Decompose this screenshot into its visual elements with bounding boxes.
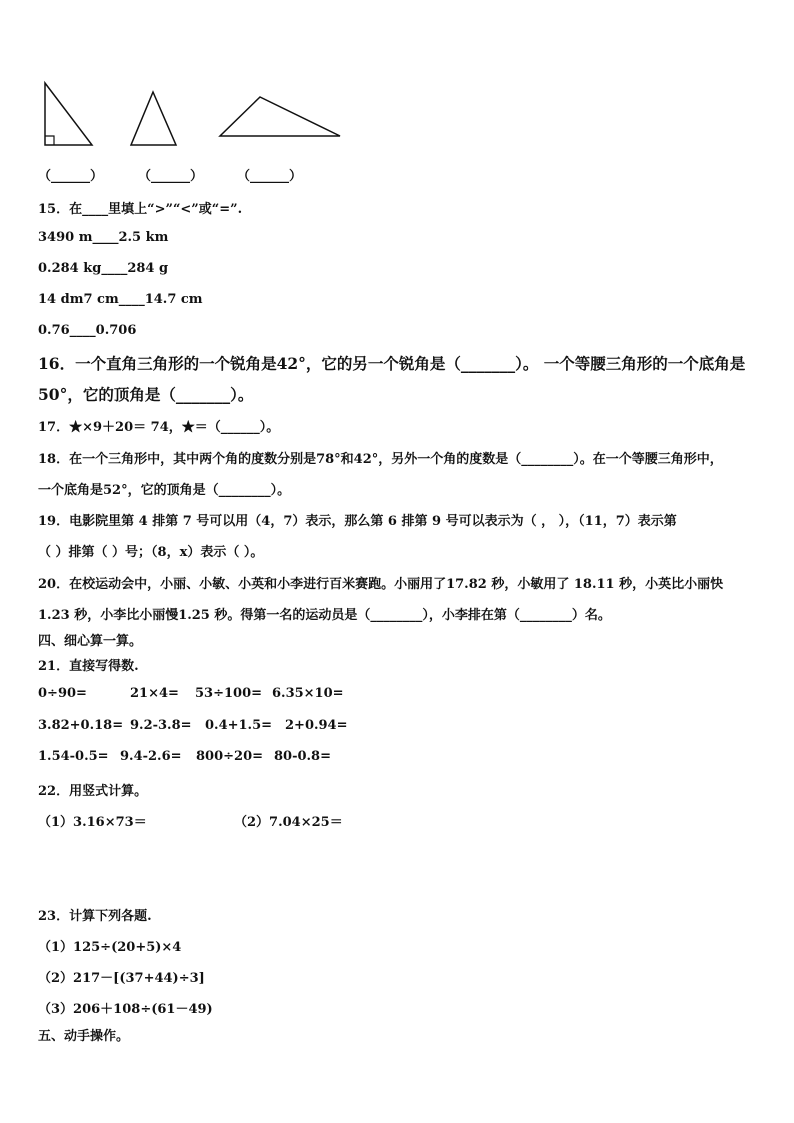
q15-item-3: 14 dm7 cm____14.7 cm xyxy=(38,292,203,307)
q20-line-1: 20．在校运动会中，小丽、小敏、小英和小李进行百米赛跑。小丽用了17.82 秒，小敏用了 18.11 秒，小英比小丽快 xyxy=(38,577,724,592)
q21-r2-c3: 0.4+1.5= xyxy=(205,718,273,733)
q21-r3-c1: 1.54-0.5= xyxy=(38,749,109,764)
q21-r3-c4: 80-0.8= xyxy=(274,749,331,764)
q15-item-2: 0.284 kg____284 g xyxy=(38,261,169,276)
blank-acute-triangle: （______） xyxy=(138,169,204,184)
q21-r1-c1: 0÷90= xyxy=(38,686,87,701)
q23-item-3: （3）206＋108÷(61－49) xyxy=(38,1002,213,1017)
acute-triangle xyxy=(131,92,176,145)
q22-item-1: （1）3.16×73＝ xyxy=(38,815,147,830)
q15-item-4: 0.76____0.706 xyxy=(38,323,137,338)
q22-title: 22．用竖式计算。 xyxy=(38,784,148,799)
blank-obtuse-triangle: （______） xyxy=(237,169,303,184)
q18-line-1: 18．在一个三角形中，其中两个角的度数分别是78°和42°，另外一个角的度数是（________）。在一个等腰三角形中， xyxy=(38,452,723,467)
q21-r2-c4: 2+0.94= xyxy=(285,718,348,733)
q22-item-2: （2）7.04×25＝ xyxy=(234,815,343,830)
right-triangle xyxy=(45,83,92,145)
q21-r1-c3: 53÷100= xyxy=(195,686,263,701)
blank-right-triangle: （______） xyxy=(38,169,104,184)
section-4-title: 四、细心算一算。 xyxy=(38,634,143,649)
section-5-title: 五、动手操作。 xyxy=(38,1029,130,1044)
q20-line-2: 1.23 秒，小李比小丽慢1.25 秒。得第一名的运动员是（________），小李排在第（________）名。 xyxy=(38,608,611,623)
q23-title: 23．计算下列各题. xyxy=(38,909,152,924)
q21-r2-c2: 9.2-3.8= xyxy=(130,718,192,733)
triangle-figures xyxy=(0,0,794,190)
q19-line-1: 19．电影院里第 4 排第 7 号可以用（4，7）表示，那么第 6 排第 9 号可以表示为（ ， ），（11，7）表示第 xyxy=(38,514,677,529)
q23-item-2: （2）217－[(37+44)÷3] xyxy=(38,971,205,986)
q21-title: 21．直接写得数. xyxy=(38,659,139,674)
q21-r1-c4: 6.35×10= xyxy=(272,686,344,701)
q21-r3-c3: 800÷20= xyxy=(196,749,264,764)
q18-line-2: 一个底角是52°，它的顶角是（________）。 xyxy=(38,483,291,498)
q15-item-1: 3490 m____2.5 km xyxy=(38,230,169,245)
q23-item-1: （1）125÷(20+5)×4 xyxy=(38,940,182,955)
obtuse-triangle xyxy=(220,97,340,136)
q21-r1-c2: 21×4= xyxy=(130,686,179,701)
q17-text: 17．★×9＋20＝ 74，★＝（______）。 xyxy=(38,420,280,435)
q21-r3-c2: 9.4-2.6= xyxy=(120,749,182,764)
q16-line-2: 50°，它的顶角是（_______）。 xyxy=(38,385,254,404)
q16-line-1: 16．一个直角三角形的一个锐角是42°，它的另一个锐角是（_______）。 一个等腰三角形的一个底角是 xyxy=(38,354,746,373)
q15-title: 15．在____里填上“>”“<”或“=”. xyxy=(38,202,243,217)
q21-r2-c1: 3.82+0.18= xyxy=(38,718,124,733)
q19-line-2: （ ）排第（ ）号；（8，x）表示（ ）。 xyxy=(38,545,264,560)
